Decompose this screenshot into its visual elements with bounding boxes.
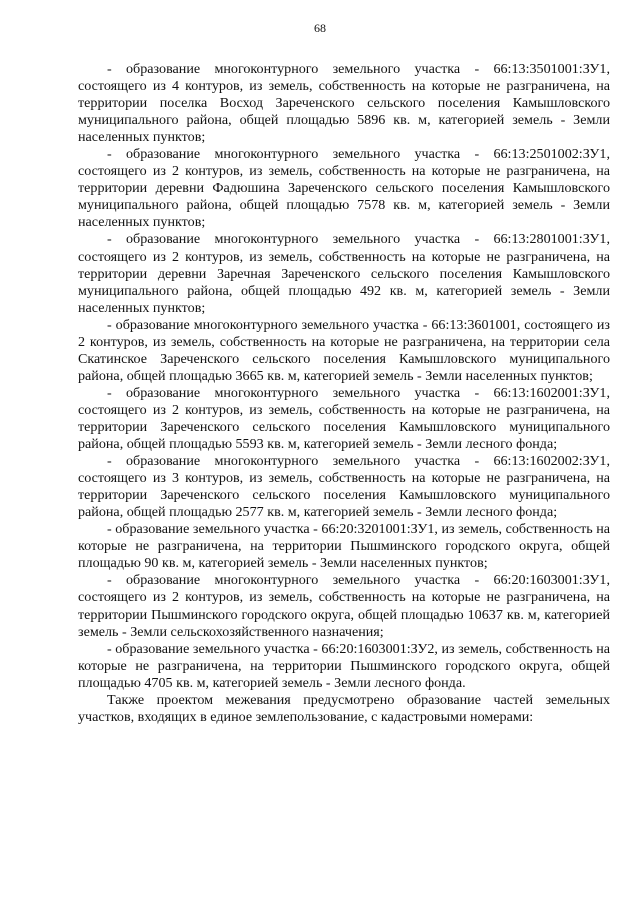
page-number: 68 [314, 21, 326, 35]
paragraph-land-plot-2: - образование многоконтурного земельного участка - 66:13:2501002:ЗУ1, состоящего из 2 контуров, из земель, собственность на которые не разграничена, на территории деревни Фадюшина Зареченского сельского поселения Камышловского муниципального района, общей площадью 7578 кв. м, категорией земель - Земли населенных пунктов; [78, 146, 610, 231]
paragraph-land-plot-4: - образование многоконтурного земельного участка - 66:13:3601001, состоящего из 2 контуров, из земель, собственность на которые не разграничена, на территории села Скатинское Зареченского сельского поселения Камышловского муниципального района, общей площадью 3665 кв. м, категорией земель - Земли населенных пунктов; [78, 316, 610, 384]
paragraph-land-plot-3: - образование многоконтурного земельного участка - 66:13:2801001:ЗУ1, состоящего из 2 контуров, из земель, собственность на которые не разграничена, на территории деревни Заречная Зареченского сельского поселения Камышловского муниципального района, общей площадью 492 кв. м, категорией земель - Земли населенных пунктов; [78, 231, 610, 316]
paragraph-land-plot-5: - образование многоконтурного земельного участка - 66:13:1602001:ЗУ1, состоящего из 2 контуров, из земель, собственность на которые не разграничена, на территории Зареченского сельского поселения Камышловского муниципального района, общей площадью 5593 кв. м, категорией земель - Земли лесного фонда; [78, 384, 610, 453]
paragraph-closing: Также проектом межевания предусмотрено образование частей земельных участков, входящих в единое землепользование, с кадастровыми номерами: [78, 691, 610, 725]
paragraph-land-plot-9: - образование земельного участка - 66:20:1603001:ЗУ2, из земель, собственность на которые не разграничена, на территории Пышминского городского округа, общей площадью 4705 кв. м, категорией земель - Земли лесного фонда. [78, 640, 610, 691]
paragraph-land-plot-7: - образование земельного участка - 66:20:3201001:ЗУ1, из земель, собственность на которые не разграничена, на территории Пышминского городского округа, общей площадью 90 кв. м, категорией земель - Земли населенных пунктов; [78, 521, 610, 572]
paragraph-land-plot-8: - образование многоконтурного земельного участка - 66:20:1603001:ЗУ1, состоящего из 2 контуров, из земель, собственность на которые не разграничена, на территории Пышминского городского округа, общей площадью 10637 кв. м, категорией земель - Земли сельскохозяйственного назначения; [78, 572, 610, 640]
paragraph-land-plot-6: - образование многоконтурного земельного участка - 66:13:1602002:ЗУ1, состоящего из 3 контуров, из земель, собственность на которые не разграничена, на территории Зареченского сельского поселения Камышловского муниципального района, общей площадью 2577 кв. м, категорией земель - Земли лесного фонда; [78, 453, 610, 521]
document-body [78, 61, 610, 726]
paragraph-land-plot-1: - образование многоконтурного земельного участка - 66:13:3501001:ЗУ1, состоящего из 4 контуров, из земель, собственность на которые не разграничена, на территории поселка Восход Зареченского сельского поселения Камышловского муниципального района, общей площадью 5896 кв. м, категорией земель - Земли населенных пунктов; [78, 61, 610, 146]
